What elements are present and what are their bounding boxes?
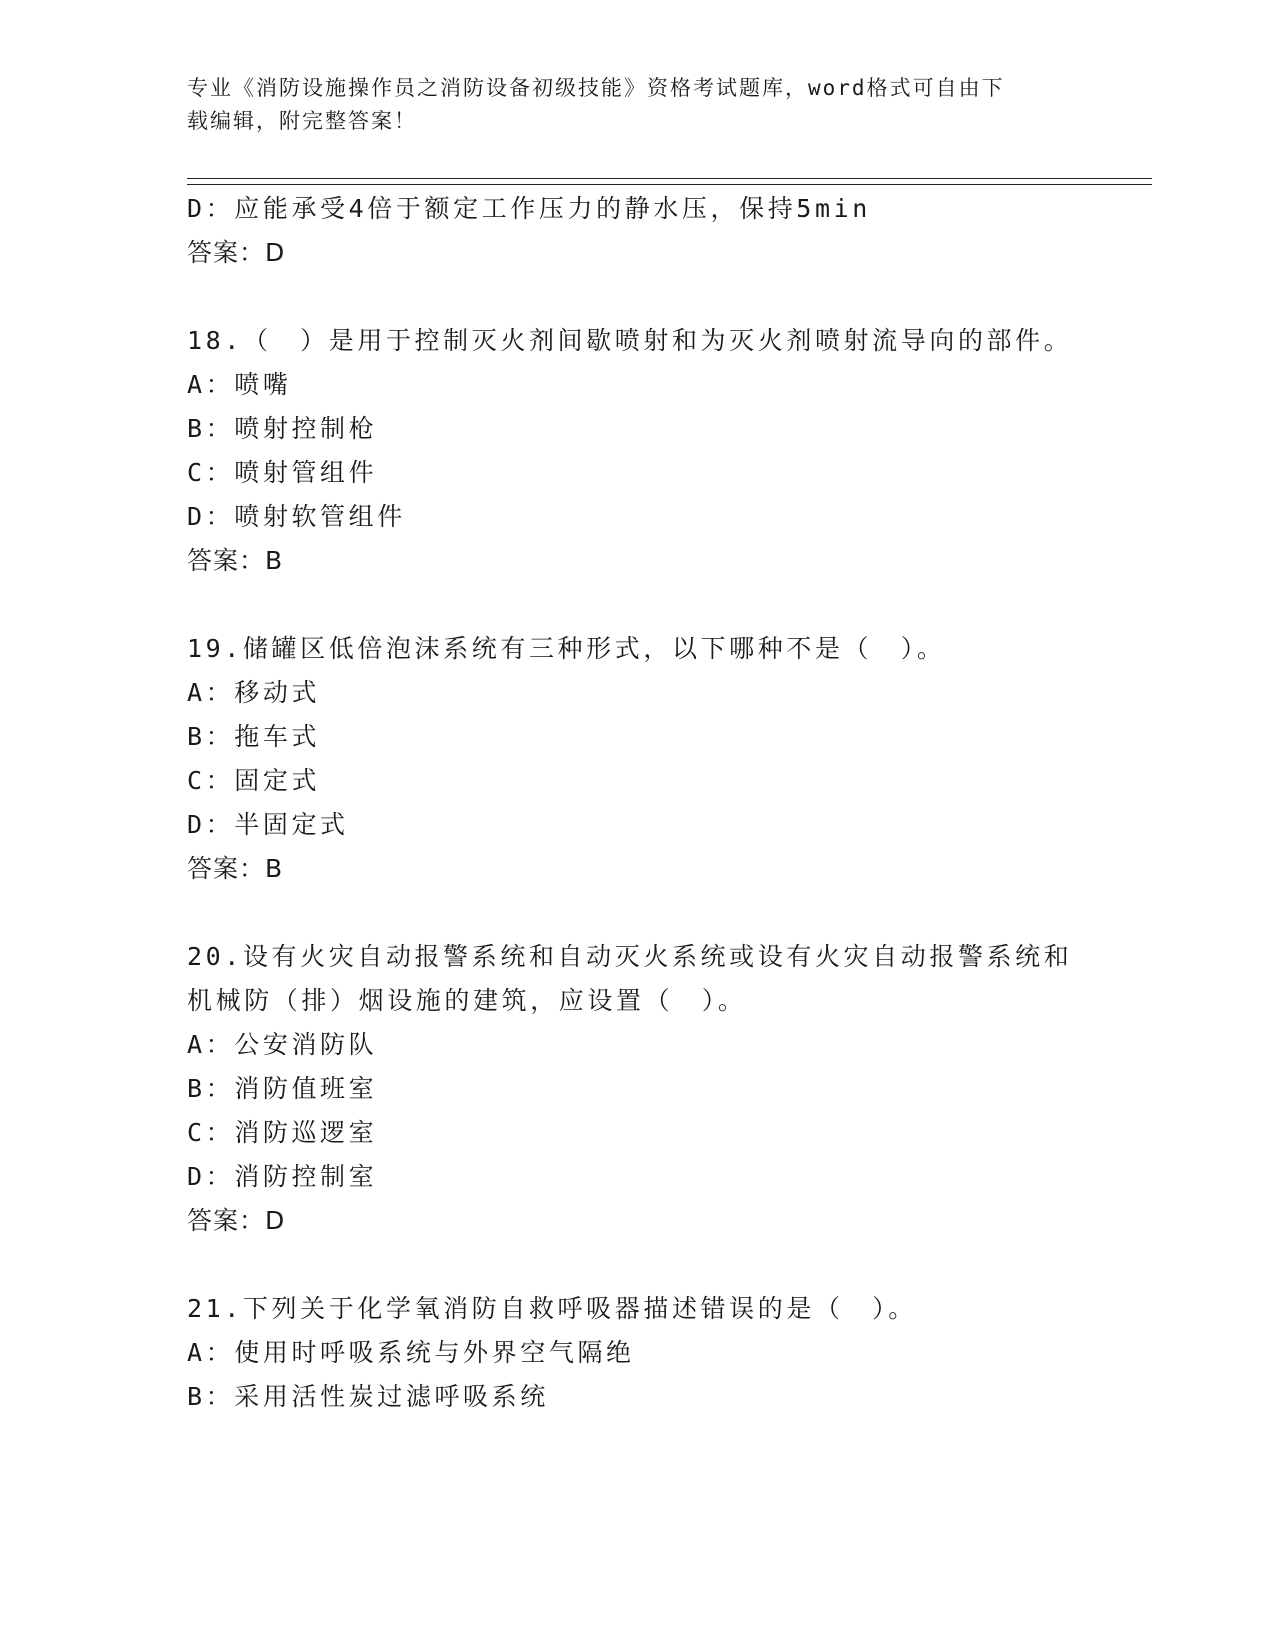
q20-answer: 答案：D bbox=[187, 1206, 286, 1235]
q18-option-b: B：喷射控制枪 bbox=[187, 414, 378, 443]
header-divider-bottom bbox=[187, 184, 1152, 185]
q19-option-b: B：拖车式 bbox=[187, 722, 321, 751]
q19-stem: 19.储罐区低倍泡沫系统有三种形式，以下哪种不是（ ）。 bbox=[187, 634, 946, 663]
document-header bbox=[187, 72, 1067, 138]
header-title-line-1: 专业《消防设施操作员之消防设备初级技能》资格考试题库，word格式可自由下 bbox=[187, 76, 1005, 100]
q19-option-a: A：移动式 bbox=[187, 678, 321, 707]
q19-option-c: C：固定式 bbox=[187, 766, 321, 795]
q18-stem: 18.（ ）是用于控制灭火剂间歇喷射和为灭火剂喷射流导向的部件。 bbox=[187, 326, 1073, 355]
q19-answer: 答案：B bbox=[187, 854, 284, 883]
q20-stem-line-1: 20.设有火灾自动报警系统和自动灭火系统或设有火灾自动报警系统和 bbox=[187, 942, 1073, 971]
q21-option-b: B：采用活性炭过滤呼吸系统 bbox=[187, 1382, 549, 1411]
q18-option-d: D：喷射软管组件 bbox=[187, 502, 406, 531]
q20-option-d: D：消防控制室 bbox=[187, 1162, 378, 1191]
q18-option-a: A：喷嘴 bbox=[187, 370, 292, 399]
header-title-line-2: 载编辑，附完整答案！ bbox=[187, 109, 417, 133]
q17-option-d: D：应能承受4倍于额定工作压力的静水压，保持5min bbox=[187, 194, 871, 223]
q20-option-b: B：消防值班室 bbox=[187, 1074, 378, 1103]
q19-option-d: D：半固定式 bbox=[187, 810, 349, 839]
q18-answer: 答案：B bbox=[187, 546, 284, 575]
q17-answer: 答案：D bbox=[187, 238, 286, 267]
q18-option-c: C：喷射管组件 bbox=[187, 458, 378, 487]
q20-stem-line-2: 机械防（排）烟设施的建筑，应设置（ ）。 bbox=[187, 986, 747, 1015]
q21-stem: 21.下列关于化学氧消防自救呼吸器描述错误的是（ ）。 bbox=[187, 1294, 917, 1323]
q20-option-a: A：公安消防队 bbox=[187, 1030, 378, 1059]
q21-option-a: A：使用时呼吸系统与外界空气隔绝 bbox=[187, 1338, 635, 1367]
q20-option-c: C：消防巡逻室 bbox=[187, 1118, 378, 1147]
header-divider-top bbox=[187, 178, 1152, 179]
